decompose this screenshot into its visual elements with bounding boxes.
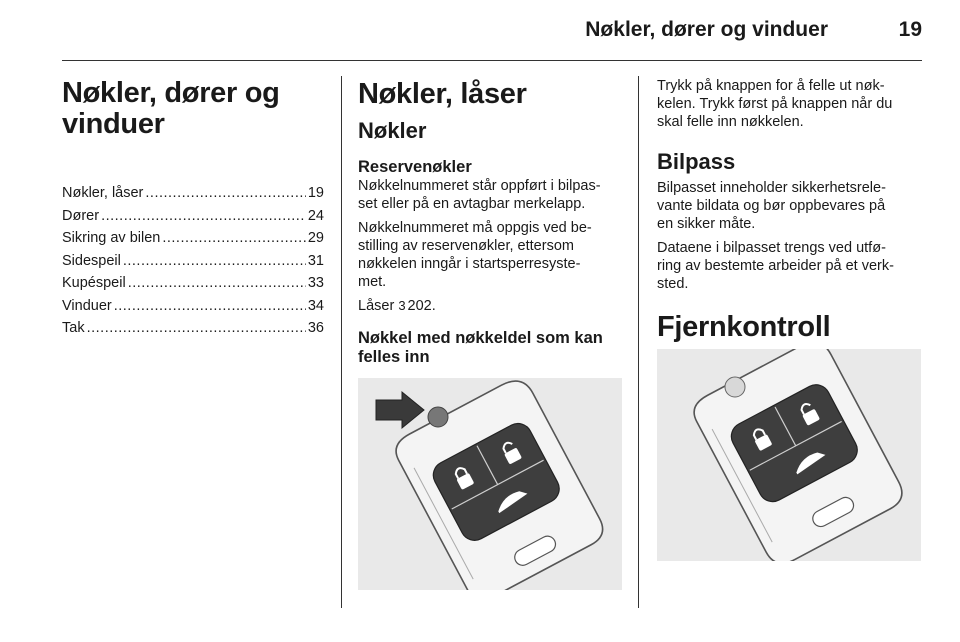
car-pass-paragraph-1: Bilpasset inneholder sikkerhetsrele- vante bildata og bør oppbevares på en sikker måte. [657, 180, 886, 232]
toc-item-vehicle-security[interactable]: Sikring av bilen ..... 29 [62, 227, 324, 250]
key-fob-illustration-icon [657, 349, 921, 561]
spare-keys-paragraph-2: Nøkkelnummeret må oppgis ved be- stilling av reservenøkler, ettersom nøkkelen inngår i startsperresyste- met. [358, 220, 592, 290]
car-pass-paragraph-2: Dataene i bilpasset trengs ved utfø- ring av bestemte arbeider på et verk- sted. [657, 240, 894, 292]
page-number: 19 [898, 18, 922, 41]
locks-reference[interactable]: Låser 3 202. [358, 298, 436, 314]
remote-control-heading: Fjernkontroll [657, 311, 831, 343]
toc-item-doors[interactable]: Dører ..... 24 [62, 205, 324, 228]
page-reference-arrow-icon: 3 [398, 298, 406, 313]
press-arrow-icon [376, 392, 424, 428]
remote-control-figure [657, 349, 921, 561]
toc-item-interior-mirror[interactable]: Kupéspeil ..... 33 [62, 272, 324, 295]
column-toc [62, 72, 324, 340]
column-keys-locks [358, 72, 622, 367]
running-header-title: Nøkler, dører og vinduer [585, 18, 828, 41]
section-title: Nøkler, låser [358, 78, 527, 110]
toc-item-keys-locks[interactable]: Nøkler, låser ..... 19 [62, 182, 324, 205]
toc-item-roof[interactable]: Tak ..... 36 [62, 317, 324, 340]
key-fob-illustration-icon [358, 378, 622, 590]
folding-key-heading: Nøkkel med nøkkeldel som kan felles inn [358, 329, 603, 366]
folding-key-figure [358, 378, 622, 590]
toc-item-windows[interactable]: Vinduer ..... 34 [62, 295, 324, 318]
column-car-pass-remote [657, 72, 923, 343]
spare-keys-paragraph-1: Nøkkelnummeret står oppført i bilpas- set eller på en avtagbar merkelapp. [358, 178, 601, 212]
chapter-title: Nøkler, dører og vinduer [62, 77, 280, 140]
subsection-title: Nøkler [358, 118, 427, 143]
fold-button-paragraph: Trykk på knappen for å felle ut nøk- kelen. Trykk først på knappen når du skal felle inn nøkkelen. [657, 78, 893, 130]
spare-keys-heading: Reservenøkler [358, 158, 472, 176]
car-pass-heading: Bilpass [657, 149, 736, 174]
column-divider-2 [638, 76, 639, 608]
header-rule [62, 60, 922, 61]
table-of-contents [62, 182, 324, 340]
column-divider-1 [341, 76, 342, 608]
toc-item-side-mirrors[interactable]: Sidespeil ..... 31 [62, 250, 324, 273]
